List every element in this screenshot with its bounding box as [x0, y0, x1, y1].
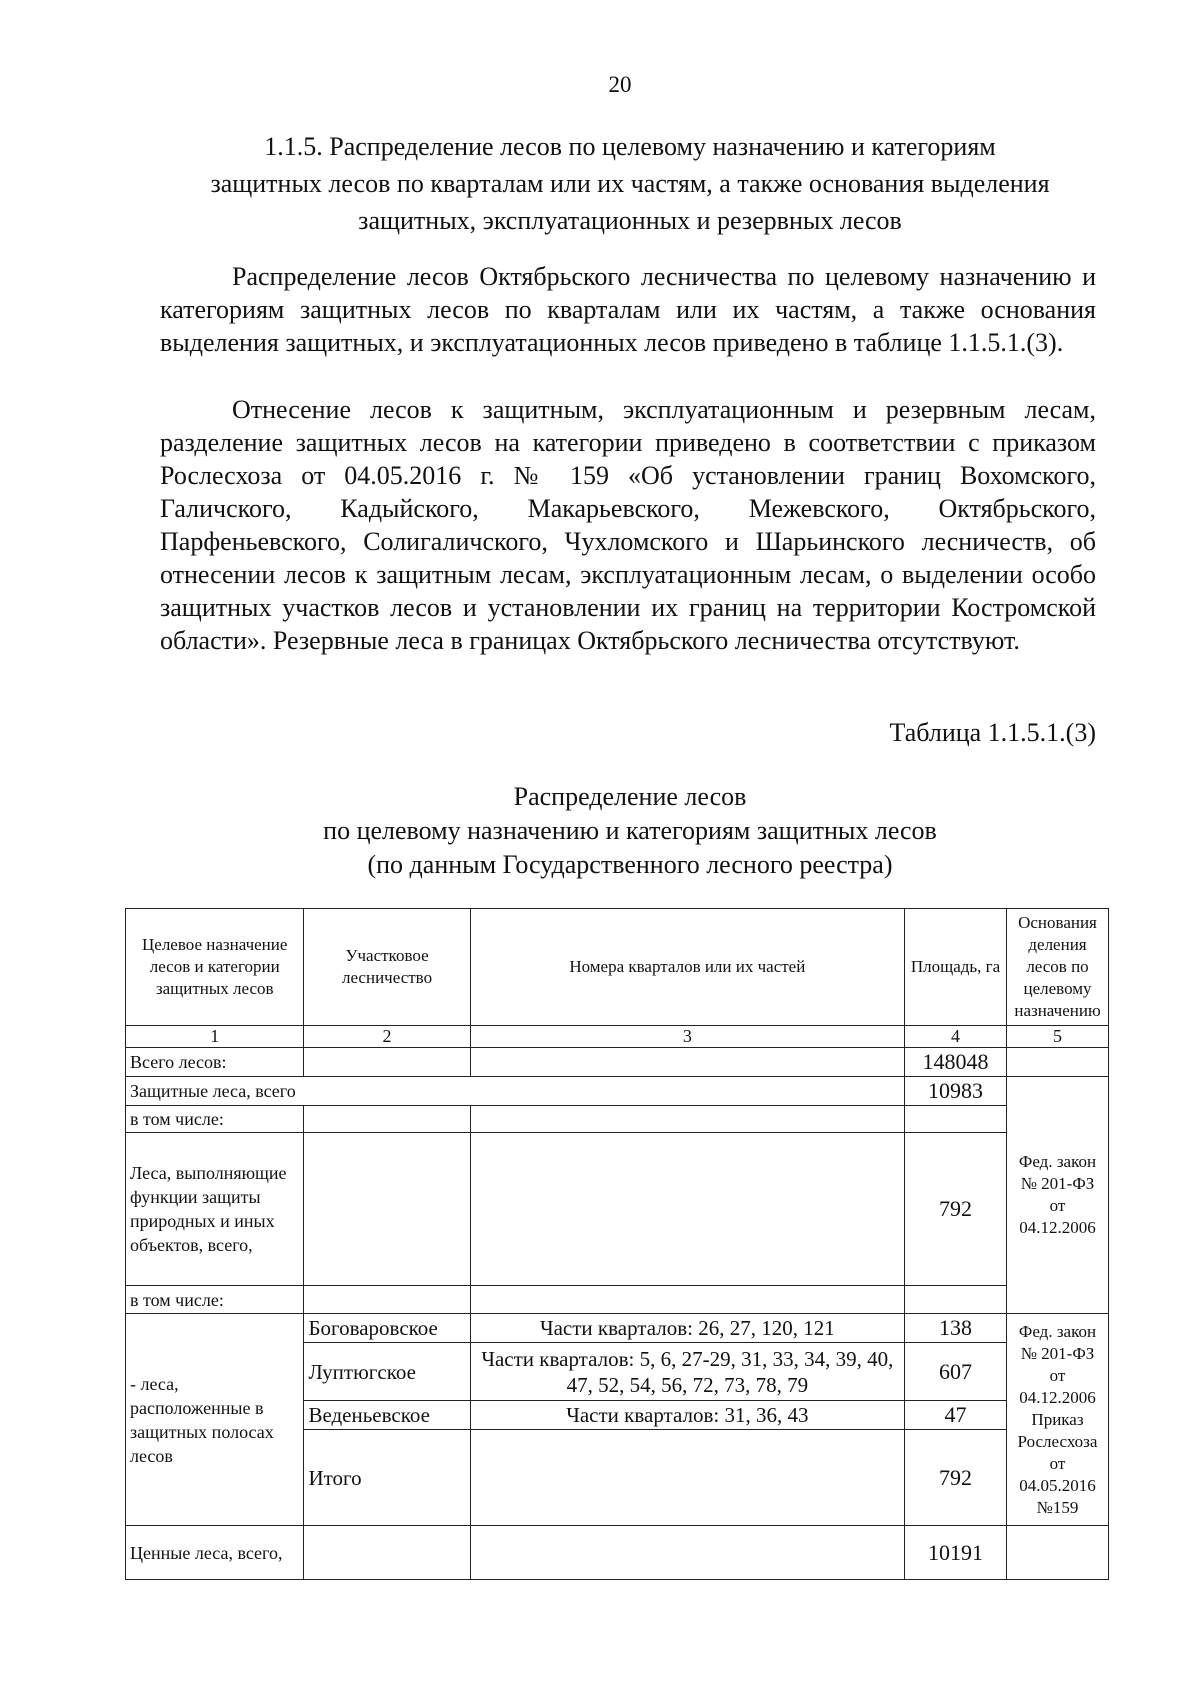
empty-cell — [304, 1048, 470, 1077]
quarter-numbers: Части кварталов: 5, 6, 27-29, 31, 33, 34, 39, 40, 47, 52, 54, 56, 72, 73, 78, 79 — [470, 1343, 904, 1401]
empty-cell — [470, 1133, 904, 1286]
table-header-row — [126, 909, 1109, 1026]
paragraph-assignment: Отнесение лесов к защитным, эксплуатационным и резервным лесам, разделение защитных лесов на категории приведено в соответствии с приказом Рослесхоза от 04.05.2016 г. № 159 «Об установлении границ Вохомского, Галичского, Кадыйского, Макарьевского, Межевского, Октябрьского, Парфеньевского, Солигаличского, Чухломского и Шарьинского лесничеств, об отнесении лесов к защитным лесам, эксплуатационным лесам, о выделении особо защитных участков лесов и установлении их границ на территории Костромской области». Резервные леса в границах Октябрьского лесничества отсутствуют. — [160, 395, 1096, 655]
empty-cell — [304, 1133, 470, 1286]
area-value: 148048 — [905, 1048, 1007, 1077]
paragraph-distribution: Распределение лесов Октябрьского лесничества по целевому назначению и категориям защитных лесов по кварталам или их частям, а также основания выделения защитных, и эксплуатационных лесов приведено в таблице 1.1.5.1.(3). — [160, 262, 1096, 357]
table-row-valuable — [126, 1526, 1109, 1580]
header-basis: Основания деления лесов по целевому назначению — [1007, 909, 1109, 1026]
heading-line-2: защитных лесов по кварталам или их частям, а также основания выделения — [210, 169, 1050, 198]
row-label: в том числе: — [126, 1106, 304, 1133]
row-label: Леса, выполняющие функции защиты природных и иных объектов, всего, — [126, 1133, 304, 1286]
area-value: 792 — [905, 1133, 1007, 1286]
header-purpose: Целевое назначение лесов и категории защитных лесов — [126, 909, 304, 1026]
col-number: 5 — [1007, 1026, 1109, 1048]
area-value: 10191 — [905, 1526, 1007, 1580]
quarter-numbers — [470, 1430, 904, 1526]
empty-cell — [304, 1526, 470, 1580]
table-row-including — [126, 1286, 1109, 1314]
section-heading — [150, 128, 1110, 239]
empty-cell — [1007, 1526, 1109, 1580]
basis-cell: Фед. закон № 201-ФЗ от 04.12.2006 Приказ Рослесхоза от 04.05.2016 №159 — [1007, 1314, 1109, 1526]
header-forestry: Участковое лесничество — [304, 909, 470, 1026]
empty-cell — [905, 1286, 1007, 1314]
forestry-name: Луптюгское — [304, 1343, 470, 1401]
col-number: 2 — [304, 1026, 470, 1048]
empty-cell — [304, 1286, 470, 1314]
area-value: 10983 — [905, 1077, 1007, 1106]
column-number-row — [126, 1026, 1109, 1048]
empty-cell — [470, 1286, 904, 1314]
quarter-numbers: Части кварталов: 31, 36, 43 — [470, 1401, 904, 1430]
forestry-name: Веденьевское — [304, 1401, 470, 1430]
heading-line-1: 1.1.5. Распределение лесов по целевому назначению и категориям — [264, 132, 996, 161]
table-row-functions — [126, 1133, 1109, 1286]
forestry-name: Боговаровское — [304, 1314, 470, 1343]
table-row-including — [126, 1106, 1109, 1133]
empty-cell — [470, 1048, 904, 1077]
heading-line-3: защитных, эксплуатационных и резервных лесов — [358, 206, 902, 235]
forestry-name: Итого — [304, 1430, 470, 1526]
area-value: 47 — [905, 1401, 1007, 1430]
table-label: Таблица 1.1.5.1.(3) — [889, 718, 1096, 747]
row-label: Защитные леса, всего — [126, 1077, 905, 1106]
empty-cell — [1007, 1048, 1109, 1077]
basis-cell: Фед. закон № 201-ФЗ от 04.12.2006 — [1007, 1077, 1109, 1314]
forest-distribution-table — [125, 908, 1109, 1580]
page-number: 20 — [608, 72, 632, 97]
header-area: Площадь, га — [905, 909, 1007, 1026]
table-row-strip — [126, 1314, 1109, 1343]
col-number: 4 — [905, 1026, 1007, 1048]
area-value: 792 — [905, 1430, 1007, 1526]
empty-cell — [470, 1526, 904, 1580]
table-row-total — [126, 1048, 1109, 1077]
row-label: Всего лесов: — [126, 1048, 304, 1077]
area-value: 138 — [905, 1314, 1007, 1343]
empty-cell — [470, 1106, 904, 1133]
table-title — [150, 780, 1110, 882]
row-label: - леса, расположенные в защитных полосах лесов — [126, 1314, 304, 1526]
table-title-line-1: Распределение лесов — [513, 782, 747, 811]
row-label: Ценные леса, всего, — [126, 1526, 304, 1580]
row-label: в том числе: — [126, 1286, 304, 1314]
col-number: 1 — [126, 1026, 304, 1048]
area-value: 607 — [905, 1343, 1007, 1401]
col-number: 3 — [470, 1026, 904, 1048]
table-row-protective — [126, 1077, 1109, 1106]
table-title-line-2: по целевому назначению и категориям защитных лесов — [323, 816, 937, 845]
table-title-line-3: (по данным Государственного лесного реестра) — [367, 850, 893, 879]
empty-cell — [905, 1106, 1007, 1133]
quarter-numbers: Части кварталов: 26, 27, 120, 121 — [470, 1314, 904, 1343]
empty-cell — [304, 1106, 470, 1133]
header-quarters: Номера кварталов или их частей — [470, 909, 904, 1026]
